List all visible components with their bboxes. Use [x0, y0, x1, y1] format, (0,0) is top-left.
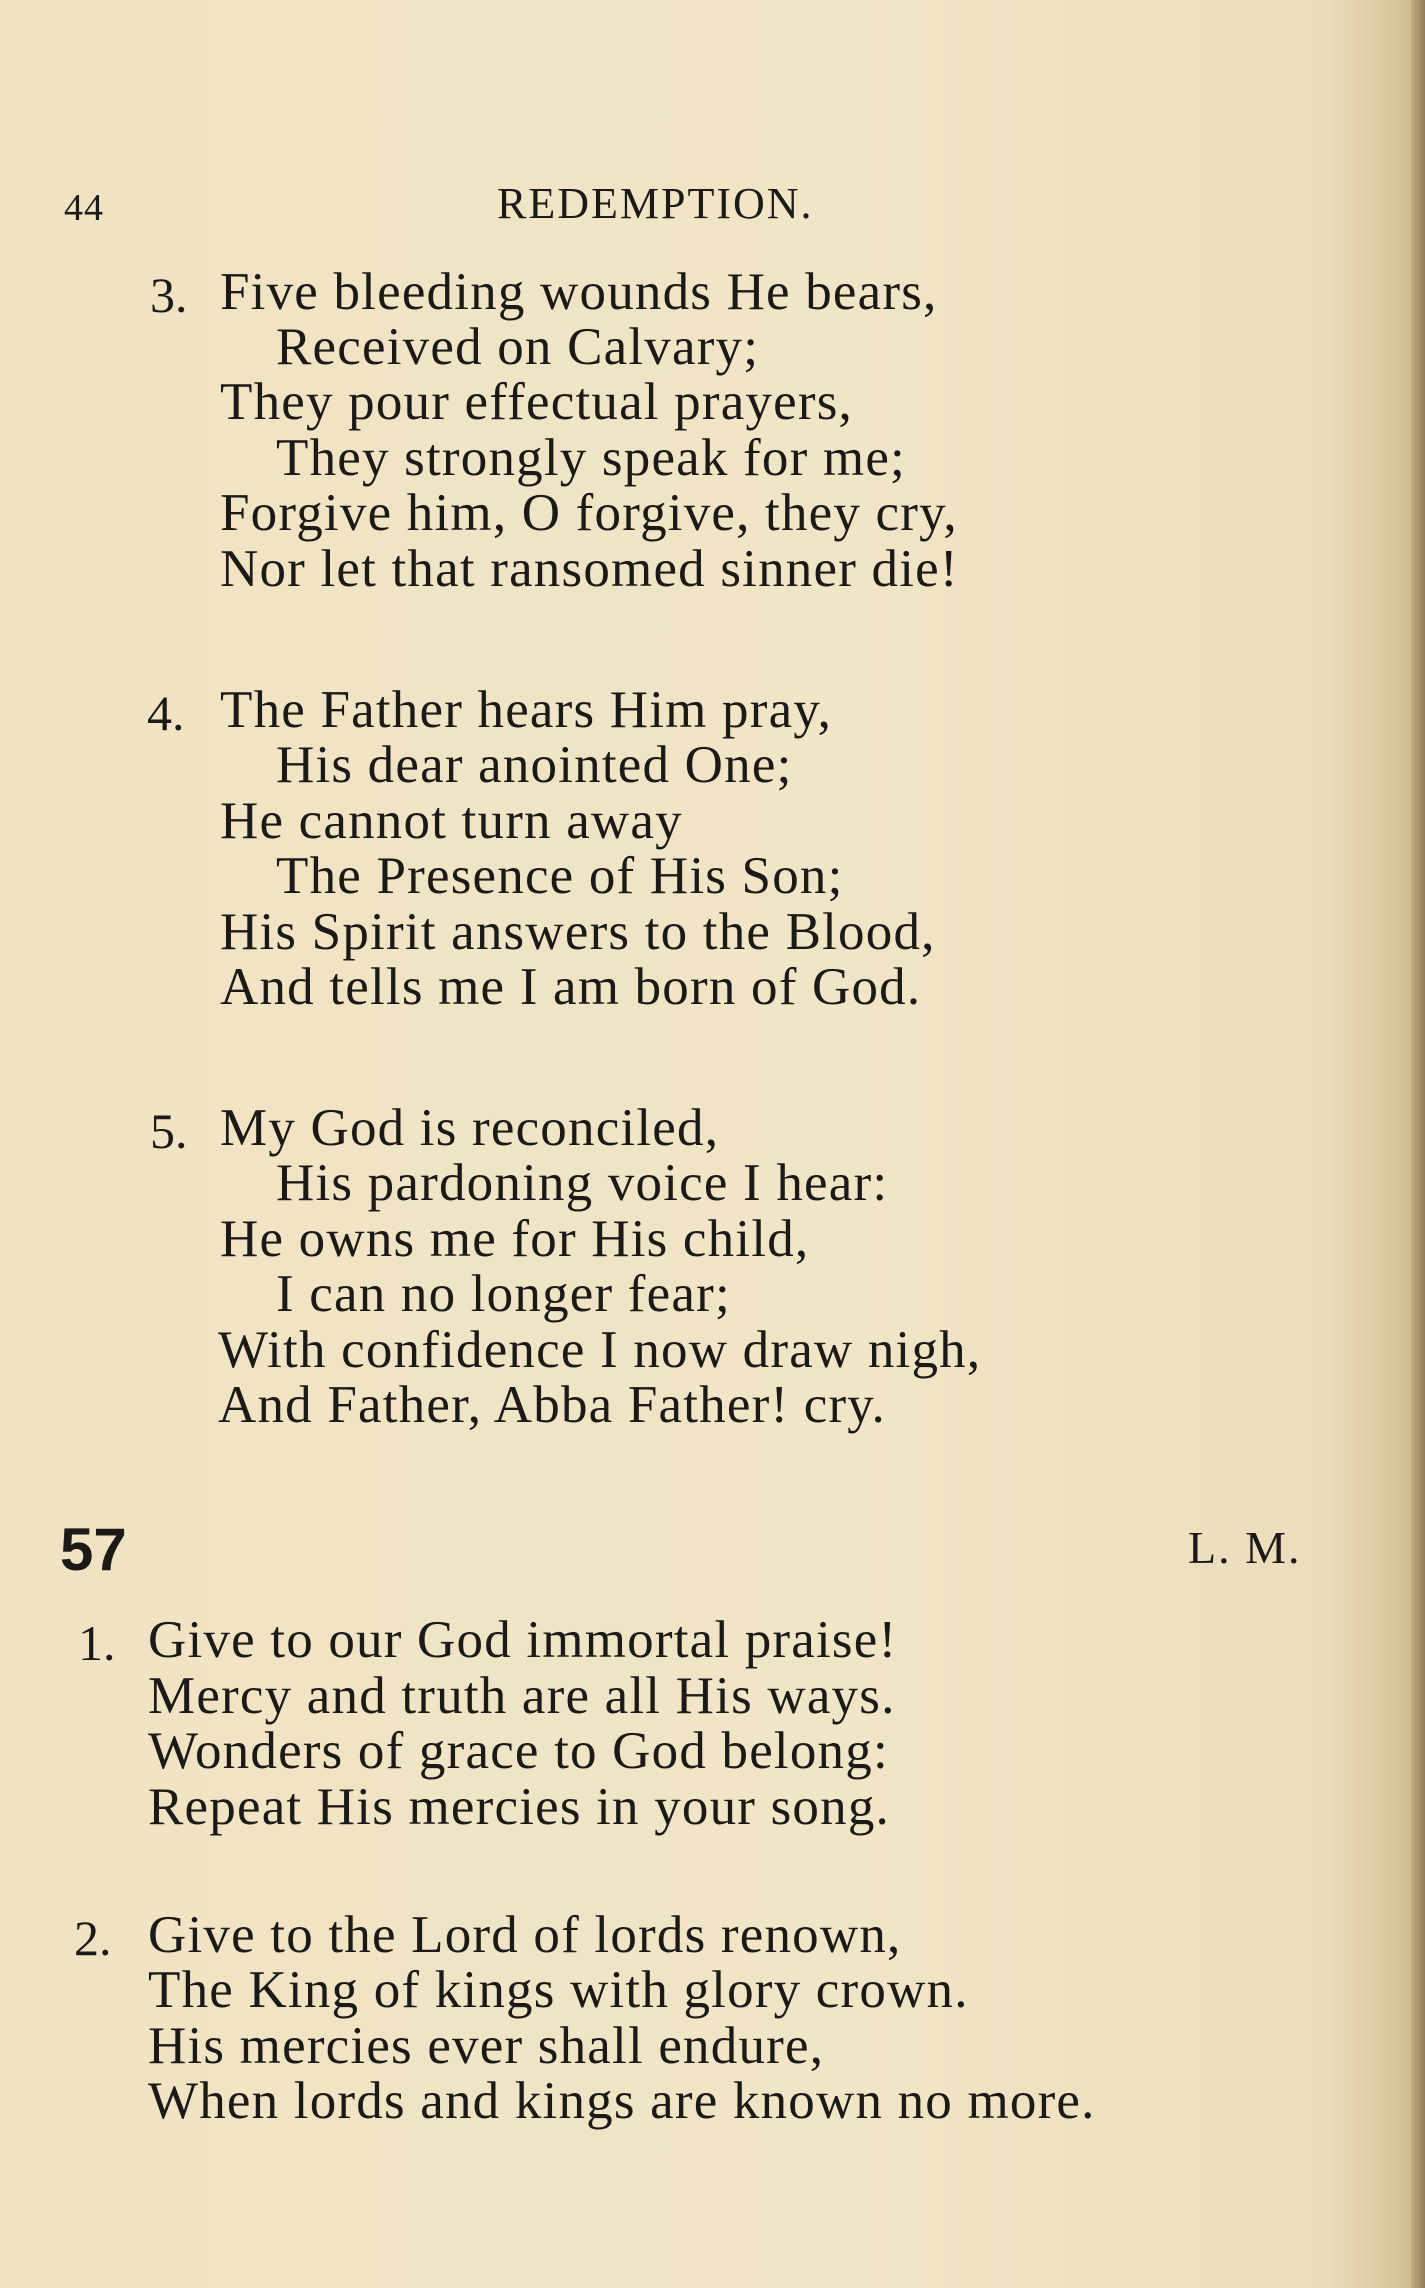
verse-line: Nor let that ransomed sinner die! — [220, 540, 959, 598]
verse-line: The Father hears Him pray, — [220, 681, 833, 739]
verse-line: When lords and kings are known no more. — [148, 2072, 1096, 2130]
stanza-number: 1. — [78, 1615, 116, 1671]
stanza-number: 4. — [147, 685, 185, 741]
hymn-meter: L. M. — [1188, 1522, 1302, 1573]
running-title: REDEMPTION. — [497, 179, 814, 228]
page-number: 44 — [64, 187, 104, 229]
verse-line: His Spirit answers to the Blood, — [220, 903, 936, 961]
verse-line: And Father, Abba Father! cry. — [218, 1376, 887, 1434]
verse-line: With confidence I now draw nigh, — [218, 1321, 982, 1379]
verse-line: He owns me for His child, — [220, 1210, 810, 1268]
verse-line: His pardoning voice I hear: — [276, 1154, 889, 1212]
stanza-number: 5. — [150, 1103, 188, 1159]
verse-line: Repeat His mercies in your song. — [148, 1778, 890, 1836]
verse-line: Forgive him, O forgive, they cry, — [220, 484, 958, 542]
verse-line: I can no longer fear; — [276, 1265, 731, 1323]
verse-line: They strongly speak for me; — [276, 429, 906, 487]
verse-line: They pour effectual prayers, — [220, 373, 854, 431]
verse-line: My God is reconciled, — [220, 1099, 720, 1157]
verse-line: The Presence of His Son; — [276, 847, 844, 905]
page-edge — [1411, 0, 1425, 2288]
verse-line: Give to the Lord of lords renown, — [148, 1906, 902, 1964]
page-header — [0, 172, 1425, 232]
stanza-number: 3. — [150, 267, 188, 323]
verse-line: The King of kings with glory crown. — [148, 1961, 969, 2019]
verse-line: Five bleeding wounds He bears, — [220, 263, 938, 321]
verse-line: And tells me I am born of God. — [220, 958, 922, 1016]
verse-line: Mercy and truth are all His ways. — [148, 1667, 896, 1725]
verse-line: Give to our God immortal praise! — [148, 1611, 898, 1669]
stanza-number: 2. — [74, 1910, 112, 1966]
verse-line: He cannot turn away — [220, 792, 683, 850]
hymn-number: 57 — [60, 1516, 127, 1583]
verse-line: Received on Calvary; — [276, 318, 760, 376]
verse-line: His dear anointed One; — [276, 736, 793, 794]
verse-line: Wonders of grace to God belong: — [148, 1722, 889, 1780]
verse-line: His mercies ever shall endure, — [148, 2017, 825, 2075]
